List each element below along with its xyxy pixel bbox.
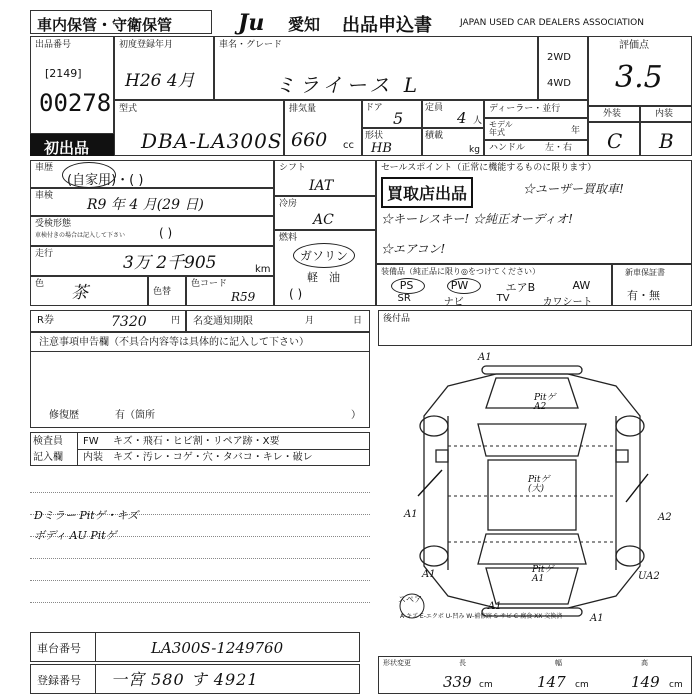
deadline-cell: [186, 310, 370, 332]
displacement-unit: cc: [343, 140, 354, 151]
plate-value: 一宮 580 す 4921: [111, 670, 259, 689]
height-label: 高: [641, 659, 648, 667]
capacity-unit: 人: [473, 116, 483, 126]
interior-items-label: 内装: [83, 452, 103, 463]
damage-roof: Pitゲ (大): [528, 475, 550, 494]
storage-box: [30, 10, 212, 34]
capacity-label: 定員: [425, 103, 444, 113]
damage-hood: Pitゲ A2: [534, 393, 556, 412]
memo-line: [30, 580, 370, 581]
car-name-cell: [214, 36, 538, 100]
memo-line-2: ボディ AU Pitゲ: [34, 529, 117, 542]
shape-cell: [362, 128, 422, 156]
handle-label: ハンドル: [489, 143, 526, 153]
color-code-cell: [186, 276, 274, 306]
equip-ps: PS: [399, 279, 414, 292]
equip-airbag: エアB: [505, 281, 536, 294]
pickup-note: 車検付きの場合は記入して下さい: [35, 232, 126, 239]
interior-items: キズ・汚レ・コゲ・穴・タバコ・キレ・破レ: [113, 452, 313, 463]
color-code-label: 色コード: [191, 279, 228, 289]
lot-number: 00278: [39, 89, 112, 117]
interior-label-cell: [640, 106, 692, 122]
fuel-diesel: 軽 油: [307, 271, 340, 284]
fuel-cell: [274, 230, 376, 306]
model-year-cell: [484, 118, 588, 140]
recycle-unit: 円: [171, 316, 181, 326]
length-value: 339: [443, 673, 472, 691]
width-unit: cm: [575, 680, 589, 690]
car-name-value: ミライース L: [275, 73, 422, 97]
width-label: 幅: [555, 659, 562, 667]
equipment-cell: [376, 264, 612, 306]
damage-bottom-a1-right: A1: [590, 613, 604, 624]
dims-label: 形状変更: [383, 659, 411, 667]
new-car-value: 有・無: [627, 289, 660, 302]
recycle-cell: [30, 310, 186, 332]
inspector-label-2: 記入欄: [33, 452, 63, 463]
plate-label: 登録番号: [37, 674, 81, 687]
plate-cell: [30, 664, 360, 694]
rating-cell: [588, 36, 692, 106]
lot-number-cell: [30, 36, 114, 134]
inspector-label-1: 検査員: [33, 436, 63, 447]
load-cell: [422, 128, 484, 156]
chassis-value: LA300S-1249760: [151, 639, 284, 657]
model-cell: [114, 100, 284, 156]
shape-label: 形状: [365, 131, 384, 141]
use-value: (自家用)・( ): [67, 173, 144, 188]
doors-value: 5: [393, 109, 404, 128]
ac-value: AC: [313, 212, 334, 228]
drive-4wd: 4WD: [547, 78, 571, 89]
rating-label: 評価点: [619, 40, 649, 51]
lot-small-number: [2149]: [45, 67, 82, 80]
chassis-label: 車台番号: [37, 642, 81, 655]
damage-bottom-a1-left: A1: [488, 601, 502, 612]
height-unit: cm: [669, 680, 683, 690]
mileage-unit: km: [255, 264, 271, 275]
interior-value: B: [659, 129, 674, 153]
fw-label: FW: [83, 436, 99, 447]
form-title: 出品申込書: [342, 15, 432, 36]
circle-pw: [447, 278, 481, 294]
shift-label: シフト: [279, 163, 307, 173]
mileage-value: 3万 2千905: [123, 253, 217, 273]
mileage-label: 走行: [35, 249, 54, 259]
repair-close: ）: [351, 410, 361, 421]
damage-right-ua2: UA2: [638, 571, 660, 582]
storage-label: 車内保管・守衛保管: [37, 16, 173, 34]
shift-value: IAT: [309, 178, 334, 194]
ac-label: 冷房: [279, 199, 298, 209]
displacement-cell: [284, 100, 362, 156]
sales-header: セールスポイント（正常に機能するものに限ります）: [381, 163, 597, 173]
inspection-cell: [30, 188, 274, 216]
fuel-paren: ( ): [289, 287, 303, 301]
load-label: 積載: [425, 131, 444, 141]
damage-a1-top: A1: [478, 352, 492, 363]
plate-divider: [95, 665, 96, 693]
width-value: 147: [537, 673, 566, 691]
displacement-value: 660: [291, 129, 328, 151]
sales-cell: [376, 160, 692, 264]
equip-wagon-seat: カワシート: [542, 297, 593, 308]
rating-value: 3.5: [615, 60, 663, 95]
interior-label: 内装: [655, 109, 674, 119]
chassis-divider: [95, 633, 96, 661]
deadline-month: 月: [305, 316, 315, 326]
equipment-row-2: [381, 293, 609, 308]
dimensions-cell: [378, 656, 692, 694]
color-swap-cell: [148, 276, 186, 306]
memo-line: [30, 492, 370, 493]
shape-value: HB: [371, 141, 392, 156]
color-code-value: R59: [231, 290, 256, 304]
exterior-value: C: [607, 129, 623, 153]
drive-cell: [538, 36, 588, 100]
doors-label: ドア: [365, 103, 383, 113]
damage-left-a1-low: A1: [422, 569, 436, 580]
memo-line: [30, 558, 370, 559]
circle-ps: [391, 278, 425, 294]
region-label: 愛知: [288, 15, 321, 34]
fuel-label: 燃料: [279, 233, 298, 243]
displacement-label: 排気量: [289, 104, 317, 114]
notes-header: 注意事項申告欄（不具合内容等は具体的に記入して下さい）: [39, 337, 309, 348]
damage-legend: A-キズ E-エクボ U-凹み W-補修跡 S-サビ C-腐食 XX-交換済: [400, 613, 563, 620]
model-label: 型式: [119, 104, 138, 114]
repair-value: 有（箇所: [115, 410, 155, 421]
first-reg-value: H26 4月: [125, 71, 195, 91]
damage-right-a2: A2: [658, 512, 672, 523]
length-label: 長: [459, 659, 466, 667]
spare-label: スペア: [398, 595, 422, 604]
sales-stamp: 買取店出品: [381, 177, 473, 208]
doors-cell: [362, 100, 422, 128]
height-value: 149: [631, 673, 660, 691]
repair-label: 修復歴: [49, 410, 79, 421]
inspection-label: 車検: [35, 191, 54, 201]
deadline-day: 日: [353, 316, 363, 326]
use-circle: [62, 162, 116, 188]
handle-value: 左・右: [545, 143, 573, 153]
length-unit: cm: [479, 680, 493, 690]
year-unit: 年: [571, 126, 581, 136]
inspector-row-divider: [77, 449, 369, 450]
notes-divider: [31, 351, 369, 352]
recycle-value: 7320: [111, 314, 147, 330]
extra-equipment-label: 後付品: [383, 314, 411, 324]
equip-navi: ナビ: [443, 297, 464, 308]
chassis-cell: [30, 632, 360, 662]
drive-2wd: 2WD: [547, 52, 571, 63]
memo-line-1: Dミラー Pitゲ・キズ: [34, 509, 139, 522]
new-car-label: 新車保証書: [625, 268, 665, 277]
equip-pw: PW: [450, 279, 469, 292]
color-label: 色: [35, 279, 45, 289]
car-name-label: 車名・グレード: [219, 40, 283, 50]
notes-cell: [30, 332, 370, 428]
first-reg-label: 初度登録年月: [119, 40, 174, 50]
sales-point-1: ☆ユーザー買取車!: [523, 182, 624, 196]
damage-left-a1: A1: [404, 509, 418, 520]
memo-area: [30, 470, 370, 620]
sales-point-2: ☆キーレスキー! ☆純正オーディオ!: [381, 212, 573, 226]
recycle-label: R券: [37, 315, 54, 326]
memo-line: [30, 602, 370, 603]
use-label: 車歴: [35, 163, 54, 173]
sales-point-3: ☆エアコン!: [381, 242, 446, 256]
pickup-label: 受検形態: [35, 219, 72, 229]
model-value: DBA-LA300S: [141, 129, 283, 153]
fuel-value: ガソリン: [293, 243, 355, 268]
pickup-cell: [30, 216, 274, 246]
association-name: JAPAN USED CAR DEALERS ASSOCIATION: [460, 18, 644, 28]
load-unit: kg: [469, 145, 480, 155]
ju-logo: [238, 10, 288, 34]
exterior-label-cell: [588, 106, 640, 122]
damage-trunk: Pitゲ A1: [532, 565, 554, 584]
exterior-label: 外装: [603, 109, 622, 119]
equipment-header: 装備品（純正品に限り◎をつけてください）: [381, 267, 540, 276]
pickup-paren: ( ): [159, 226, 173, 240]
equip-aw: AW: [572, 279, 591, 292]
color-swap-label: 色替: [153, 287, 172, 297]
handle-cell: [484, 140, 588, 156]
lot-label: 出品番号: [35, 40, 72, 50]
mileage-cell: [30, 246, 274, 276]
equip-tv: TV: [496, 293, 510, 304]
shift-cell: [274, 160, 376, 196]
model-year-label: モデル 年式: [489, 120, 513, 137]
extra-equipment-cell: [378, 310, 692, 346]
ac-cell: [274, 196, 376, 230]
inspector-cell: [30, 432, 370, 466]
inspection-value: R9 年 4 月(29 日): [87, 197, 204, 213]
equip-sr: SR: [397, 293, 411, 304]
capacity-cell: [422, 100, 484, 128]
color-value: 茶: [71, 283, 88, 303]
first-listing-text: 初出品: [44, 139, 90, 157]
ju-logo-text: Ju: [238, 10, 265, 36]
interior-value-cell: [640, 122, 692, 156]
dealer-label: ディーラー・並行: [489, 104, 561, 114]
first-listing-badge: [30, 134, 114, 156]
first-reg-cell: [114, 36, 214, 100]
new-car-cell: [612, 264, 692, 306]
fw-items: キズ・飛石・ヒビ割・リペア跡・X要: [113, 436, 280, 447]
capacity-value: 4: [457, 109, 467, 127]
dealer-cell: [484, 100, 588, 118]
deadline-label: 名変通知期限: [193, 316, 253, 327]
color-cell: [30, 276, 148, 306]
exterior-value-cell: [588, 122, 640, 156]
